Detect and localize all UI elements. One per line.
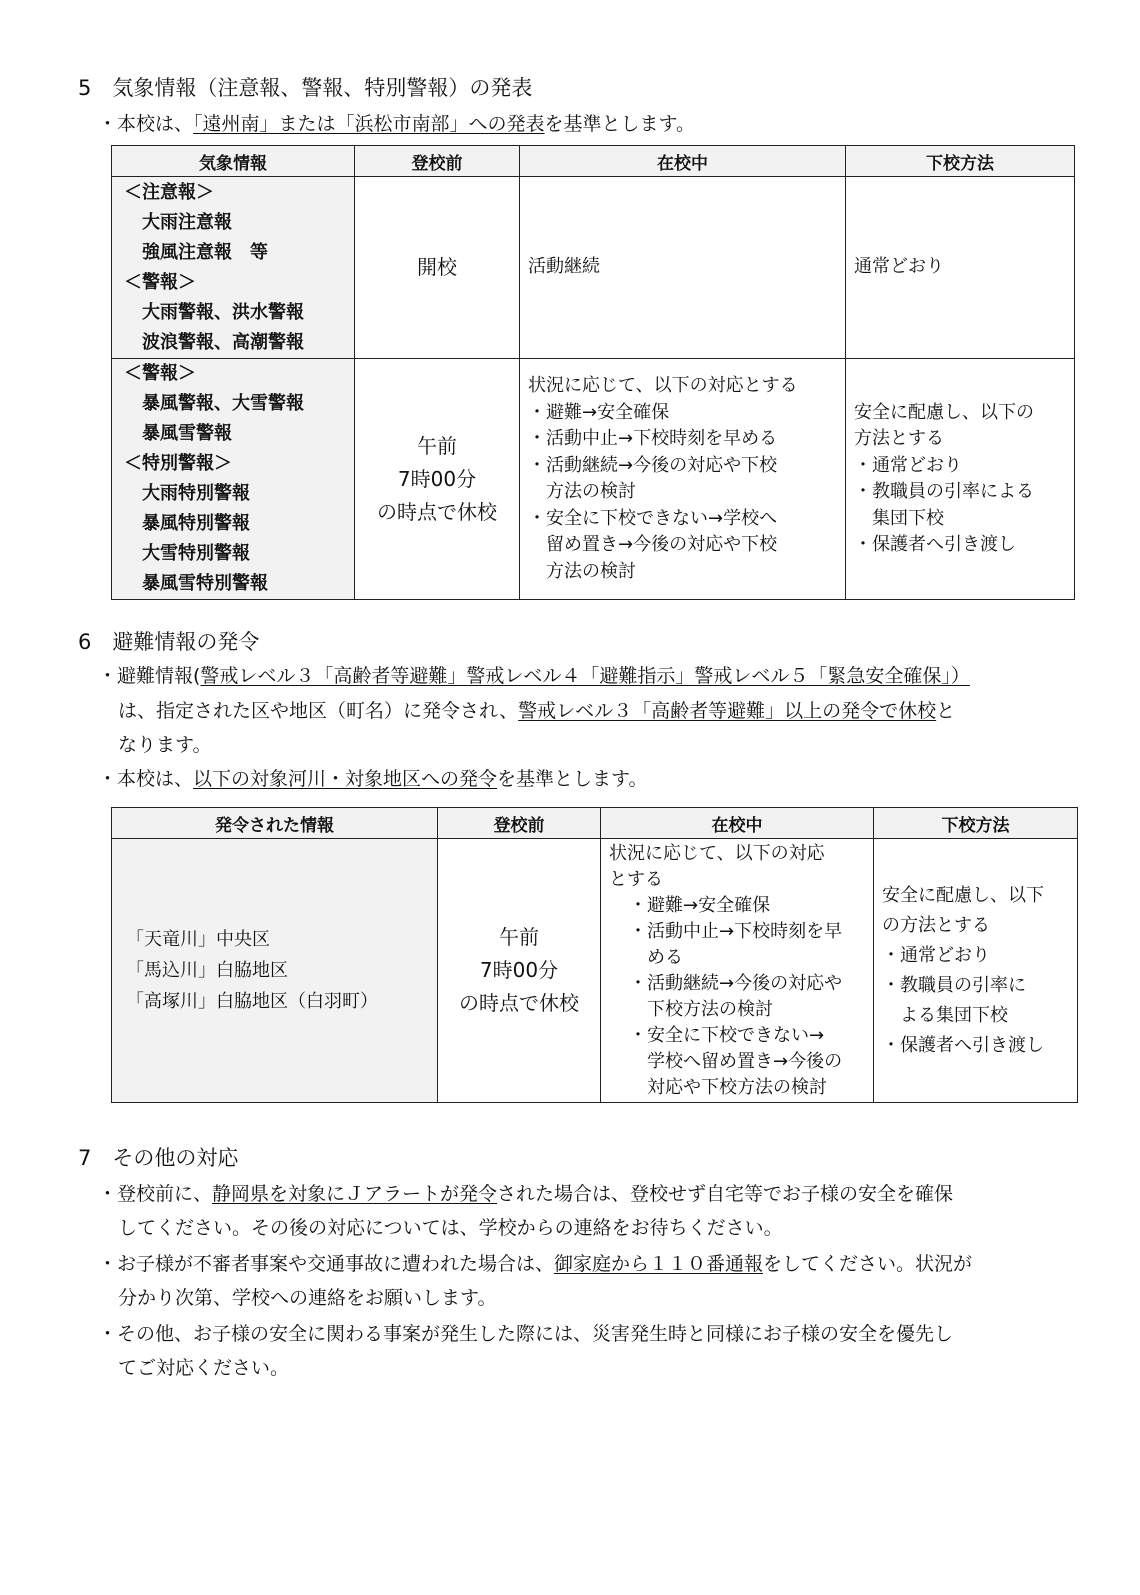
section-7-bullet-line: ・その他、お子様の安全に関わる事案が発生した際には、災害発生時と同様にお子様の安全を優先し <box>98 1323 954 1345</box>
header-cell: 登校前 <box>438 808 601 839</box>
weather-info-cell: ＜警報＞ 暴風警報、大雪警報 暴風雪警報 ＜特別警報＞ 大雨特別警報 暴風特別警報 大雪特別警報 暴風雪特別警報 <box>112 359 355 600</box>
weather-info-cell: ＜注意報＞ 大雨注意報 強風注意報 等 ＜警報＞ 大雨警報、洪水警報 波浪警報、高潮警報 <box>112 177 355 359</box>
during-school-cell: 状況に応じて、以下の対応 とする ・避難→安全確保 ・活動中止→下校時刻を早 める ・活動継続→今後の対応や 下校方法の検討 ・安全に下校できない→ 学校へ留め置き→今後の 対応や下校方法の検討 <box>601 839 874 1103</box>
underlined-text: 警戒レベル３「高齢者等避難」以上の発令で休校 <box>518 700 937 722</box>
underlined-text: 御家庭から１１０番通報 <box>554 1253 764 1275</box>
table-row <box>112 839 1078 1103</box>
underlined-text: 「遠州南」または「浜松市南部」への発表 <box>193 113 545 135</box>
section-7-bullet-line: ・登校前に、静岡県を対象にＪアラートが発令された場合は、登校せず自宅等でお子様の安全を確保 <box>98 1183 954 1205</box>
header-cell: 登校前 <box>355 146 520 177</box>
section-6-note: ・本校は、以下の対象河川・対象地区への発令を基準とします。 <box>98 768 648 790</box>
issued-info-cell: 「天竜川」中央区 「馬込川」白脇地区 「高塚川」白脇地区（白羽町） <box>112 839 438 1103</box>
section-6-para-line: なります。 <box>118 734 212 756</box>
weather-table <box>111 145 1075 600</box>
header-cell: 気象情報 <box>112 146 355 177</box>
header-cell: 発令された情報 <box>112 808 438 839</box>
section-7-heading: 7 その他の対応 <box>78 1146 239 1170</box>
table-header-row <box>112 146 1075 177</box>
underlined-text: 静岡県を対象にＪアラートが発令 <box>212 1183 498 1205</box>
section-5-heading: 5 気象情報（注意報、警報、特別警報）の発表 <box>78 76 533 100</box>
header-cell: 下校方法 <box>874 808 1078 839</box>
leave-method-cell: 安全に配慮し、以下の 方法とする ・通常どおり ・教職員の引率による 集団下校 ・保護者へ引き渡し <box>846 359 1075 600</box>
header-cell: 下校方法 <box>846 146 1075 177</box>
section-6-heading: 6 避難情報の発令 <box>78 630 260 654</box>
underlined-text: 警戒レベル３「高齢者等避難」警戒レベル４「避難指示」警戒レベル５「緊急安全確保」） <box>200 665 970 687</box>
section-7-bullet-line: してください。その後の対応については、学校からの連絡をお待ちください。 <box>118 1217 783 1239</box>
leave-method-cell: 通常どおり <box>846 177 1075 359</box>
table-header-row <box>112 808 1078 839</box>
evacuation-table <box>111 807 1078 1103</box>
section-6-para-line: ・避難情報(警戒レベル３「高齢者等避難」警戒レベル４「避難指示」警戒レベル５「緊急安全確保」） <box>98 665 970 687</box>
section-5-note: ・本校は、「遠州南」または「浜松市南部」への発表を基準とします。 <box>98 113 696 135</box>
during-school-cell: 活動継続 <box>520 177 846 359</box>
section-6-para-line: は、指定された区や地区（町名）に発令され、警戒レベル３「高齢者等避難」以上の発令で休校と <box>118 700 956 722</box>
table-row <box>112 359 1075 600</box>
section-7-bullet-line: ・お子様が不審者事案や交通事故に遭われた場合は、御家庭から１１０番通報をしてください。状況が <box>98 1253 973 1275</box>
header-cell: 在校中 <box>601 808 874 839</box>
section-7-bullet-line: 分かり次第、学校への連絡をお願いします。 <box>118 1287 497 1309</box>
during-school-cell: 状況に応じて、以下の対応とする ・避難→安全確保 ・活動中止→下校時刻を早める ・活動継続→今後の対応や下校 方法の検討 ・安全に下校できない→学校へ 留め置き→今後の対応や下校 方法の検討 <box>520 359 846 600</box>
leave-method-cell: 安全に配慮し、以下 の方法とする ・通常どおり ・教職員の引率に よる集団下校 ・保護者へ引き渡し <box>874 839 1078 1103</box>
before-school-cell: 開校 <box>355 177 520 359</box>
section-7-bullet-line: てご対応ください。 <box>118 1357 290 1379</box>
before-school-cell: 午前 7時00分 の時点で休校 <box>438 839 601 1103</box>
table-row <box>112 177 1075 359</box>
underlined-text: 以下の対象河川・対象地区への発令 <box>193 768 498 790</box>
before-school-cell: 午前 7時00分 の時点で休校 <box>355 359 520 600</box>
header-cell: 在校中 <box>520 146 846 177</box>
